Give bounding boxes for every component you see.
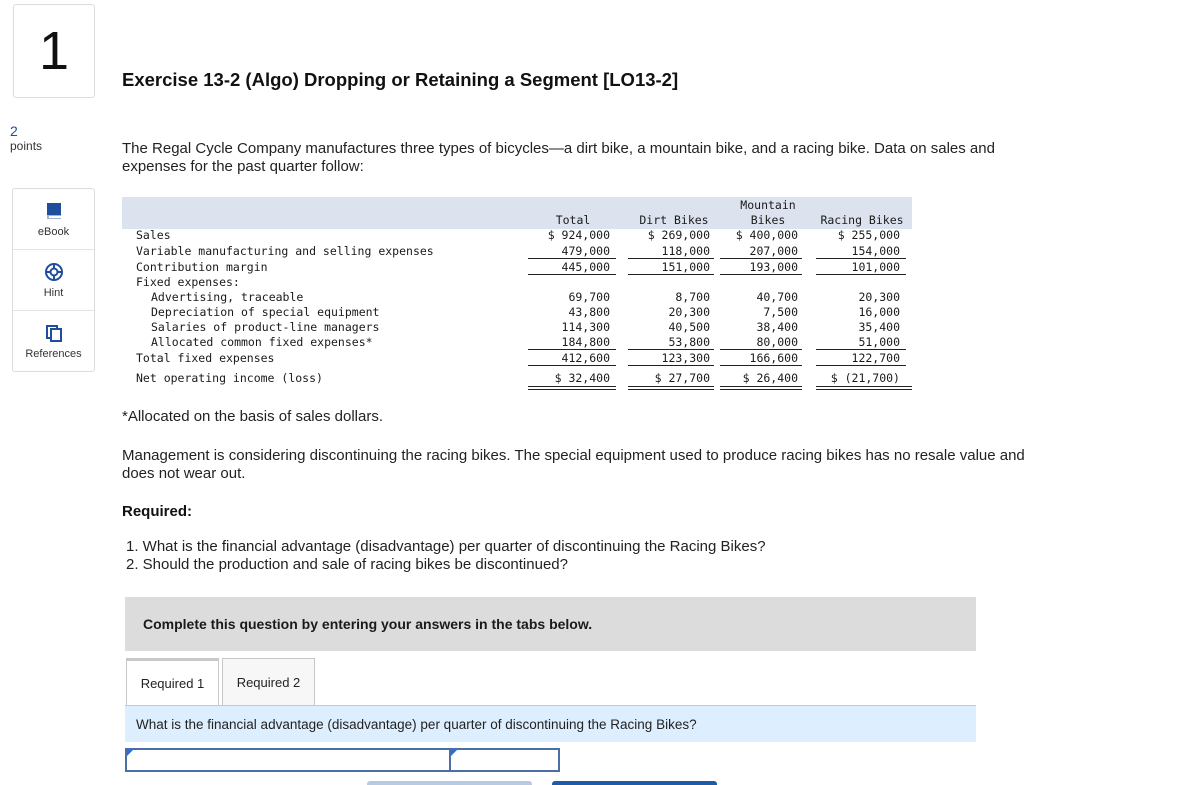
segment-income-statement: [122, 197, 912, 391]
cell-mountain: 7,500: [763, 305, 798, 319]
header-mountain-bikes-line2: Bikes: [750, 213, 786, 227]
instructions-text: Complete this question by entering your answers in the tabs below.: [143, 616, 593, 632]
header-total: Total: [555, 213, 591, 227]
row-label: Salaries of product-line managers: [151, 320, 380, 334]
cell-total: 114,300: [561, 320, 610, 334]
cell-total: 69,700: [568, 290, 610, 304]
cell-mountain: 40,700: [756, 290, 798, 304]
double-underline-total: [528, 386, 616, 387]
double-underline-dirt: [628, 389, 714, 390]
cell-total: 445,000: [561, 260, 610, 274]
tab-required-1[interactable]: Required 1: [126, 658, 219, 705]
sidebar-item-hint[interactable]: [13, 250, 94, 311]
cell-mountain: 80,000: [756, 335, 798, 349]
cell-dirt: 53,800: [668, 335, 710, 349]
table-row: [122, 260, 912, 275]
references-icon: [44, 323, 64, 343]
required-heading: Required:: [122, 503, 193, 520]
double-underline-racing: [816, 389, 912, 390]
management-paragraph: Management is considering discontinuing the racing bikes. The special equipment used to produce racing bikes has no resale value and does not wear out.: [122, 447, 1025, 482]
subtotal-line-racing: [816, 365, 906, 366]
sidebar-item-label: eBook: [37, 225, 70, 238]
intro-paragraph: The Regal Cycle Company manufactures three types of bicycles—a dirt bike, a mountain bike, and a racing bike. Data on sales and expenses for the past quarter follow:: [122, 140, 995, 175]
cell-dirt: $ 27,700: [654, 371, 710, 385]
row-label: Sales: [136, 228, 171, 242]
row-label: Allocated common fixed expenses*: [151, 335, 373, 349]
subtotal-line-dirt: [628, 365, 714, 366]
header-mountain-bikes-line1: Mountain: [740, 198, 796, 212]
cell-total: 43,800: [568, 305, 610, 319]
cell-mountain: $ 26,400: [742, 371, 798, 385]
subtotal-line-total: [528, 349, 616, 350]
double-underline-dirt: [628, 386, 714, 387]
cell-total: 412,600: [561, 351, 610, 365]
points-indicator: [10, 124, 42, 154]
book-icon: [44, 201, 64, 221]
prev-button[interactable]: [367, 781, 532, 785]
sidebar-item-references[interactable]: [13, 311, 94, 371]
cell-dirt: 151,000: [661, 260, 710, 274]
subtotal-line-racing: [816, 258, 906, 259]
tab-required-2[interactable]: Required 2: [222, 658, 315, 705]
cell-racing: 122,700: [851, 351, 900, 365]
table-row: [122, 305, 912, 320]
table-row: [122, 290, 912, 305]
header-racing-bikes: Racing Bikes: [820, 213, 904, 227]
resource-sidebar: [12, 188, 95, 372]
cell-dirt: 118,000: [661, 244, 710, 258]
cell-dirt: 123,300: [661, 351, 710, 365]
input-marker-icon: [127, 750, 133, 756]
header-dirt-bikes: Dirt Bikes: [639, 213, 709, 227]
answer-row: [125, 748, 560, 772]
row-label: Total fixed expenses: [136, 351, 275, 365]
points-value: 2: [10, 123, 18, 139]
row-label: Contribution margin: [136, 260, 268, 274]
table-row: [122, 320, 912, 335]
answer-label-input[interactable]: [127, 750, 449, 770]
subtotal-line-mountain: [720, 365, 802, 366]
cell-dirt: 20,300: [668, 305, 710, 319]
cell-racing: 20,300: [858, 290, 900, 304]
cell-racing: 35,400: [858, 320, 900, 334]
double-underline-mountain: [720, 389, 802, 390]
cell-racing: $ (21,700): [830, 371, 900, 385]
allocation-footnote: *Allocated on the basis of sales dollars.: [122, 408, 383, 425]
subtotal-line-total: [528, 365, 616, 366]
subtotal-line-dirt: [628, 258, 714, 259]
instructions-banner: [125, 597, 976, 651]
required-questions-list: [126, 538, 766, 574]
cell-racing: 16,000: [858, 305, 900, 319]
exercise-title: Exercise 13-2 (Algo) Dropping or Retaining a Segment [LO13-2]: [122, 69, 679, 90]
cell-dirt: $ 269,000: [647, 228, 710, 242]
sidebar-item-label: References: [25, 347, 82, 360]
answer-prompt-text: What is the financial advantage (disadvantage) per quarter of discontinuing the Racing Bikes?: [136, 716, 697, 732]
cell-mountain: 207,000: [749, 244, 798, 258]
cell-total: $ 924,000: [547, 228, 610, 242]
answer-amount-input[interactable]: [451, 750, 558, 770]
double-underline-mountain: [720, 386, 802, 387]
cell-total: 479,000: [561, 244, 610, 258]
hint-icon: [44, 262, 64, 282]
subtotal-line-mountain: [720, 349, 802, 350]
row-label: Net operating income (loss): [136, 371, 323, 385]
input-marker-icon: [451, 750, 457, 756]
cell-dirt: 8,700: [675, 290, 710, 304]
cell-racing: $ 255,000: [837, 228, 900, 242]
cell-total: 184,800: [561, 335, 610, 349]
double-underline-total: [528, 389, 616, 390]
cell-racing: 101,000: [851, 260, 900, 274]
subtotal-line-racing: [816, 349, 906, 350]
cell-racing: 51,000: [858, 335, 900, 349]
table-row: [122, 351, 912, 366]
list-item: 2. Should the production and sale of racing bikes be discontinued?: [126, 556, 568, 573]
row-label: Fixed expenses:: [136, 275, 240, 289]
subtotal-line-dirt: [628, 349, 714, 350]
row-label: Advertising, traceable: [151, 290, 304, 304]
cell-dirt: 40,500: [668, 320, 710, 334]
row-label: Variable manufacturing and selling expenses: [136, 244, 434, 258]
cell-mountain: $ 400,000: [735, 228, 798, 242]
cell-racing: 154,000: [851, 244, 900, 258]
table-row: [122, 371, 912, 386]
cell-mountain: 166,600: [749, 351, 798, 365]
subtotal-line-total: [528, 258, 616, 259]
cell-total: $ 32,400: [554, 371, 610, 385]
points-label: points: [10, 139, 43, 153]
sidebar-item-ebook[interactable]: [13, 189, 94, 250]
double-underline-racing: [816, 386, 912, 387]
table-row: [122, 228, 912, 243]
table-row: [122, 275, 912, 290]
table-row: [122, 244, 912, 259]
next-button[interactable]: [552, 781, 717, 785]
table-row: [122, 335, 912, 350]
list-item: 1. What is the financial advantage (disadvantage) per quarter of discontinuing the Racing Bikes?: [126, 538, 766, 555]
answer-prompt-bar: [125, 706, 976, 742]
cell-mountain: 193,000: [749, 260, 798, 274]
question-number: 1: [13, 4, 95, 98]
subtotal-line-mountain: [720, 258, 802, 259]
row-label: Depreciation of special equipment: [151, 305, 380, 319]
cell-mountain: 38,400: [756, 320, 798, 334]
sidebar-item-label: Hint: [43, 286, 64, 299]
